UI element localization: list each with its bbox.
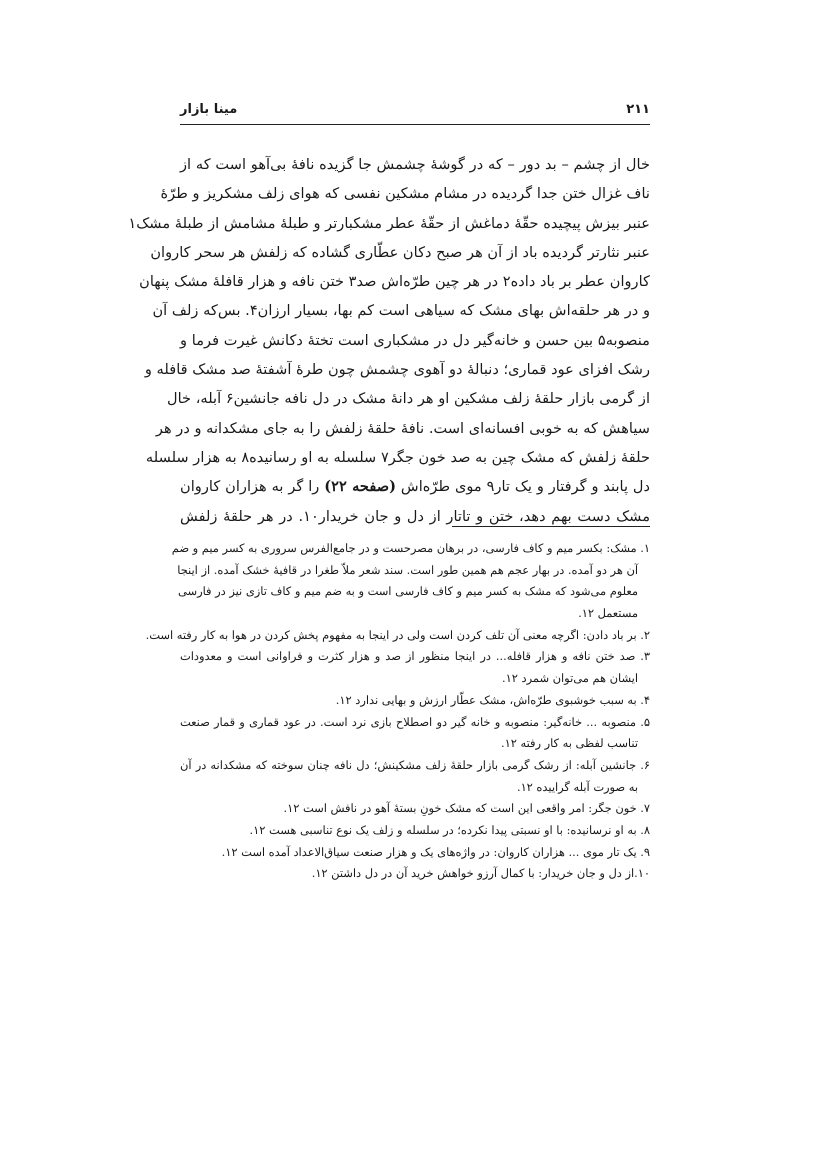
running-title: مینا بازار: [180, 102, 238, 117]
footnote-line: تناسب لفظی به کار رفته ۱۲.: [500, 736, 638, 751]
footnote-line: ۶. جانشین آبله: از رشک گرمی بازار حلقهٔ زلف مشکینش؛ دل نافه چنان سوخته که مشکدانه در آن: [180, 757, 650, 772]
body-line: مشک دست بهم دهد، ختن و تاتار از دل و جان خریدار۱۰. در هر حلقهٔ زلفش: [180, 507, 651, 525]
body-line-part: دل پابند و گرفتار و یک تار۹ موی طرّه‌اش: [400, 478, 650, 496]
page-header: [180, 98, 650, 125]
footnote-line: ۹. یک تار موی ... هزاران کاروان: در واژه‌های یک و هزار صنعت سیاق‌الاعداد آمده است ۱۲.: [221, 844, 650, 859]
footnote-line: ۵. منصوبه ... خانه‌گیر: منصوبه و خانه گیر دو اصطلاح بازی نرد است. در عود قماری و قمار صنعت: [180, 714, 650, 729]
body-line: رشک افزای عود قماری؛ دنبالهٔ دو آهوی چشمش چون طرهٔ آشفتهٔ صد مشک قافله و: [144, 361, 650, 379]
footnote-line: مستعمل ۱۲.: [578, 606, 638, 621]
body-line: منصوبه۵ بین حسن و خانه‌گیر دل در مشکباری است تختهٔ دکانش غیرت فرما و: [180, 331, 650, 349]
page-reference: (صفحه ۲۲): [324, 478, 397, 496]
page-number: ۲۱۱: [626, 102, 650, 117]
footnote-line: ایشان هم می‌توان شمرد ۱۲.: [502, 671, 638, 686]
footnote-line: ۷. خون جگر: امر واقعی این است که مشک خونِ بستهٔ آهو در نافش است ۱۲.: [283, 801, 650, 816]
body-line: و در هر حلقه‌اش بهای مشک که سیاهی است کم بها، بسیار ارزان۴. بس‌که زلف آن: [152, 302, 650, 320]
footnotes: [145, 538, 650, 885]
footnote-line: به صورت آبله گراییده ۱۲.: [516, 779, 638, 794]
body-line: از گرمی بازار حلقهٔ زلف مشکین او هر دانهٔ مشک در دل نافه جانشین۶ آبله، خال: [166, 390, 650, 408]
footnote-line: ۴. به سبب خوشبوی طرّه‌اش، مشک عطّار ارزش و بهایی ندارد ۱۲.: [335, 692, 650, 707]
body-line: خال از چشم – بد دور – که در گوشهٔ چشمش جا گزیده نافهٔ بی‌آهو است که از: [180, 156, 650, 173]
footnote-line: ۱۰.از دل و جان خریدار: با کمال آرزو خواهش خرید آن در دل داشتن ۱۲.: [311, 866, 650, 881]
body-line: عنبر نثارتر گردیده باد از آن هر صبح دکان عطّاری گشاده که زلفش هر سحر کاروان: [150, 243, 650, 261]
footnote-divider: [452, 526, 650, 527]
footnote-line: ۲. بر باد دادن: اگرچه معنی آن تلف کردن است ولی در اینجا به مفهوم پخش کردن در هوا به کار رفته است.: [145, 627, 650, 642]
body-line-part: را گر به هزاران کاروان: [180, 478, 320, 496]
footnote-line: ۸. به او نرسانیده: با او نسبتی پیدا نکرده؛ در سلسله و زلف یک نوع تناسبی هست ۱۲.: [249, 822, 650, 837]
body-text: [128, 150, 651, 531]
body-line: [180, 472, 650, 501]
body-line: کاروان عطر بر باد داده۲ در هر چین طرّه‌اش صد۳ ختن نافه و هزار قافلهٔ مشک پنهان: [139, 273, 650, 291]
body-line: سیاهش که به خوبی افسانه‌ای است. نافهٔ حلقهٔ زلفش را به جای مشکدانه و در هر: [155, 419, 650, 437]
footnote-line: ۳. صد ختن نافه و هزار قافله... در اینجا منظور از صد و هزار کثرت و فراوانی است و معدودات: [180, 649, 650, 664]
footnote-line: معلوم می‌شود که مشک به کسر میم و کاف فارسی است و به ضم میم و کاف تازی نیز در فارسی: [178, 584, 638, 599]
footnote-line: آن هر دو آمده. در بهار عجم هم همین طور است. سند شعر ملاّ طغرا در قافیهٔ خشک آمده. از اینجا: [177, 562, 638, 577]
body-line: حلقهٔ زلفش که مشک چین به صد خون جگر۷ سلسله به او رسانیده۸ به هزار سلسله: [145, 448, 650, 466]
footnote-line: ۱. مشک: بکسر میم و کاف فارسی، در برهان مصرحست و در جامع‌الفرس سروری به کسر میم و ضم: [171, 541, 650, 555]
body-line: عنبر بیزش پیچیده حقّهٔ دماغش از حقّهٔ عطر مشکبارتر و طبلهٔ مشامش از طبلهٔ مشک۱: [128, 214, 650, 232]
body-line: ناف غزال ختن جدا گردیده در مشام مشکین نفسی که هوای زلف مشکریز و طرّهٔ: [160, 185, 650, 203]
